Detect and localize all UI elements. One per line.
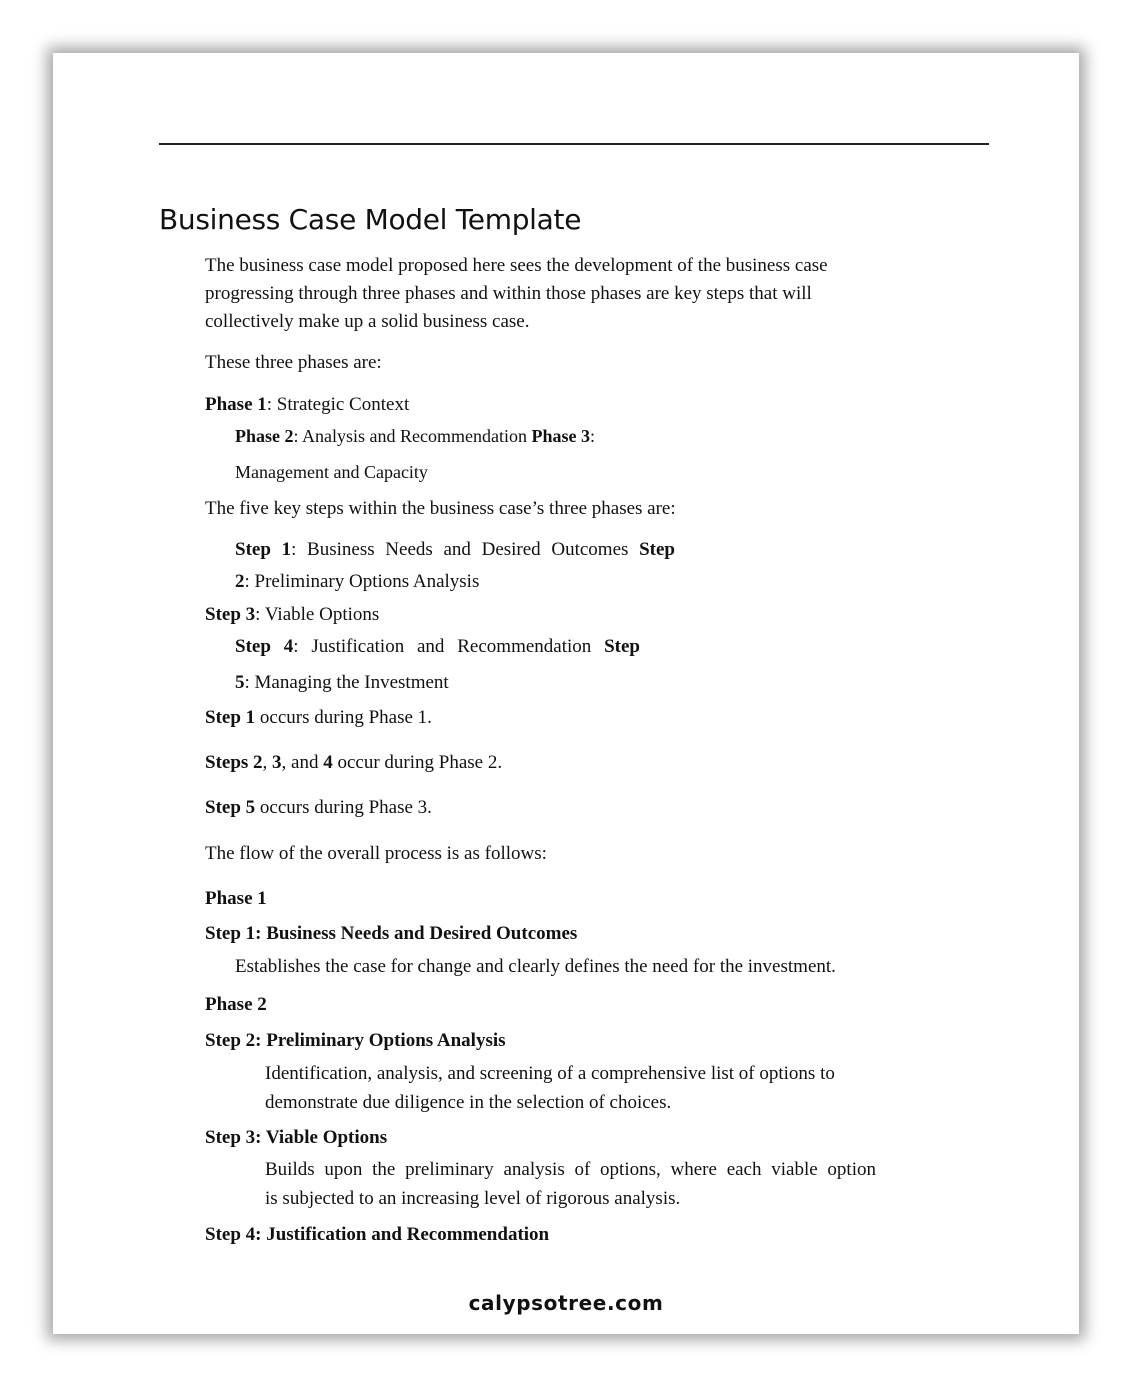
flow-step-2-heading	[205, 1027, 506, 1055]
occur-step-1-text: occurs during Phase 1.	[255, 707, 432, 728]
flow-step-2-desc-2: demonstrate due diligence in the selection of choices.	[265, 1092, 672, 1113]
flow-step-2-label: Step 2: Preliminary Options Analysis	[205, 1030, 506, 1051]
occur-step-5	[205, 794, 432, 822]
occur-sep-2: , and	[281, 752, 324, 773]
step-4-label: Step 4	[235, 636, 294, 657]
step-3-text: : Viable Options	[255, 604, 380, 625]
flow-phase-1-label: Phase 1	[205, 888, 267, 909]
header-rule	[159, 143, 989, 145]
flow-phase-2-heading	[205, 991, 267, 1019]
occur-steps-4-label: 4	[323, 752, 333, 773]
site-watermark: calypsotree.com	[468, 1291, 664, 1315]
occur-step-5-label: Step 5	[205, 797, 256, 818]
step-2-number: 2	[235, 571, 245, 592]
flow-phase-2-label: Phase 2	[205, 994, 267, 1015]
step-3-label: Step 3	[205, 604, 256, 625]
flow-step-4-label: Step 4: Justification and Recommendation	[205, 1224, 550, 1245]
flow-step-3-heading	[205, 1124, 387, 1152]
phase-3-label: Phase 3	[531, 426, 590, 446]
phases-intro: These three phases are:	[205, 352, 382, 373]
step-5-number: 5	[235, 672, 245, 693]
flow-step-3-desc-2: is subjected to an increasing level of rigorous analysis.	[265, 1188, 681, 1209]
intro-line-2: progressing through three phases and within those phases are key steps that will	[205, 283, 812, 304]
flow-step-1-desc: Establishes the case for change and clearly defines the need for the investment.	[235, 956, 836, 977]
step-4-line	[235, 633, 640, 661]
flow-phase-1-heading	[205, 885, 267, 913]
step-5-line	[235, 669, 449, 697]
occur-step-1	[205, 704, 432, 732]
phase-1-text: : Strategic Context	[266, 394, 410, 415]
occur-steps-2-label: Steps 2	[205, 752, 263, 773]
phase-2-line	[235, 422, 595, 450]
flow-intro: The flow of the overall process is as follows:	[205, 843, 547, 864]
flow-step-1-heading	[205, 920, 577, 948]
flow-step-3-label: Step 3: Viable Options	[205, 1127, 388, 1148]
step-2-text: : Preliminary Options Analysis	[244, 571, 480, 592]
occur-steps-2-4	[205, 749, 502, 777]
step-5-text: : Managing the Investment	[244, 672, 449, 693]
phase-3-text: Management and Capacity	[235, 462, 428, 482]
occur-step-5-text: occurs during Phase 3.	[255, 797, 432, 818]
occur-steps-3-label: 3	[272, 752, 282, 773]
flow-step-2-desc-1: Identification, analysis, and screening of a comprehensive list of options to	[265, 1063, 835, 1084]
flow-step-4-heading	[205, 1221, 549, 1249]
occur-step-1-label: Step 1	[205, 707, 256, 728]
page-title: Business Case Model Template	[159, 203, 582, 236]
flow-step-3-desc-1: Builds upon the preliminary analysis of options, where each viable option	[265, 1159, 876, 1180]
phase-1-line	[205, 391, 409, 419]
step-2-label-start: Step	[639, 539, 675, 560]
step-1-line	[235, 536, 675, 564]
document-page	[53, 53, 1079, 1334]
step-5-label-start: Step	[604, 636, 640, 657]
step-3-line	[205, 601, 379, 629]
flow-step-1-label: Step 1: Business Needs and Desired Outcomes	[205, 923, 578, 944]
intro-line-1: The business case model proposed here sees the development of the business case	[205, 255, 828, 276]
intro-line-3: collectively make up a solid business case.	[205, 311, 530, 332]
step-1-label: Step 1	[235, 539, 292, 560]
occur-steps-text: occur during Phase 2.	[332, 752, 503, 773]
phase-3-colon: :	[589, 426, 595, 446]
occur-sep-1: ,	[262, 752, 273, 773]
phase-1-label: Phase 1	[205, 394, 267, 415]
phase-2-label: Phase 2	[235, 426, 294, 446]
step-2-line	[235, 568, 479, 596]
step-4-text: : Justification and Recommendation	[293, 636, 605, 657]
phase-2-text: : Analysis and Recommendation	[293, 426, 532, 446]
step-1-text: : Business Needs and Desired Outcomes	[291, 539, 640, 560]
steps-intro: The five key steps within the business case’s three phases are:	[205, 498, 676, 519]
